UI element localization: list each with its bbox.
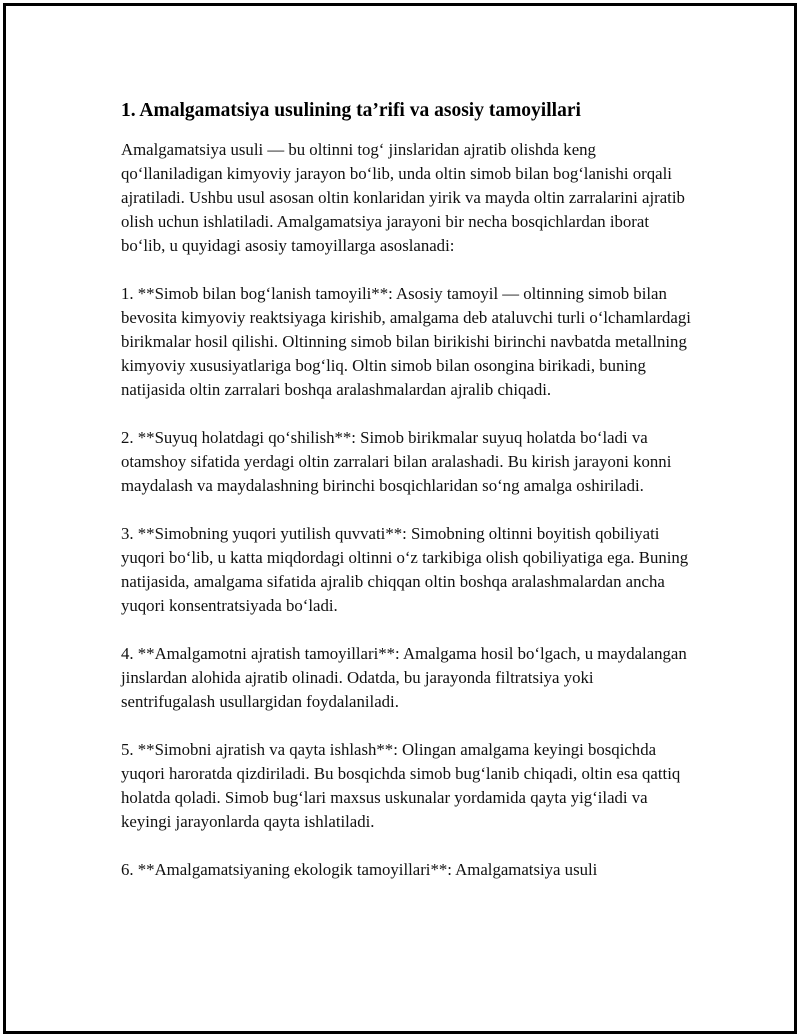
paragraph-principle-4: 4. **Amalgamotni ajratish tamoyillari**: Amalgama hosil bo‘lgach, u maydalangan jinslardan alohida ajratib olinadi. Odatda, bu jarayonda filtratsiya yoki sentrifugalash usullargidan foydalaniladi.	[121, 644, 687, 711]
page-frame	[3, 3, 797, 1034]
document-body	[121, 98, 691, 906]
paragraph-principle-3: 3. **Simobning yuqori yutilish quvvati**: Simobning oltinni boyitish qobiliyati yuqori bo‘lib, u katta miqdordagi oltinni o‘z tarkibiga olish qobiliyatiga ega. Buning natijasida, amalgama sifatida ajralib chiqqan oltin boshqa aralashmalardan ancha yuqori konsentratsiyada bo‘ladi.	[121, 524, 689, 615]
intro-paragraph: Amalgamatsiya usuli — bu oltinni tog‘ jinslaridan ajratib olishda keng qo‘llaniladigan kimyoviy jarayon bo‘lib, unda oltin simob bilan bog‘lanishi orqali ajratiladi. Ushbu usul asosan oltin konlaridan yirik va mayda oltin zarralarini ajratib olish uchun ishlatiladi. Amalgamatsiya jarayoni bir necha bosqichlardan iborat bo‘lib, u quyidagi asosiy tamoyillarga asoslanadi:	[121, 140, 685, 255]
paragraph-principle-6: 6. **Amalgamatsiyaning ekologik tamoyillari**: Amalgamatsiya usuli	[121, 860, 598, 879]
paragraph-principle-1: 1. **Simob bilan bog‘lanish tamoyili**: Asosiy tamoyil — oltinning simob bilan bevosita kimyoviy reaktsiyaga kirishib, amalgama deb ataluvchi turli o‘lchamlardagi birikmalar hosil qilishi. Oltinning simob bilan birikishi birinchi navbatda metallning kimyoviy xususiyatlariga bog‘liq. Oltin simob bilan osongina birikadi, buning natijasida oltin zarralari boshqa aralashmalardan ajralib chiqadi.	[121, 284, 691, 399]
paragraph-principle-2: 2. **Suyuq holatdagi qo‘shilish**: Simob birikmalar suyuq holatda bo‘ladi va otamshoy sifatida yerdagi oltin zarralari bilan aralashadi. Bu kirish jarayoni konni maydalash va maydalashning birinchi bosqichlaridan so‘ng amalga oshiriladi.	[121, 428, 672, 495]
section-heading: 1. Amalgamatsiya usulining ta’rifi va asosiy tamoyillari	[121, 100, 581, 121]
paragraph-principle-5: 5. **Simobni ajratish va qayta ishlash**: Olingan amalgama keyingi bosqichda yuqori haroratda qizdiriladi. Bu bosqichda simob bug‘lanib chiqadi, oltin esa qattiq holatda qoladi. Simob bug‘lari maxsus uskunalar yordamida qayta yig‘iladi va keyingi jarayonlarda qayta ishlatiladi.	[121, 740, 681, 831]
